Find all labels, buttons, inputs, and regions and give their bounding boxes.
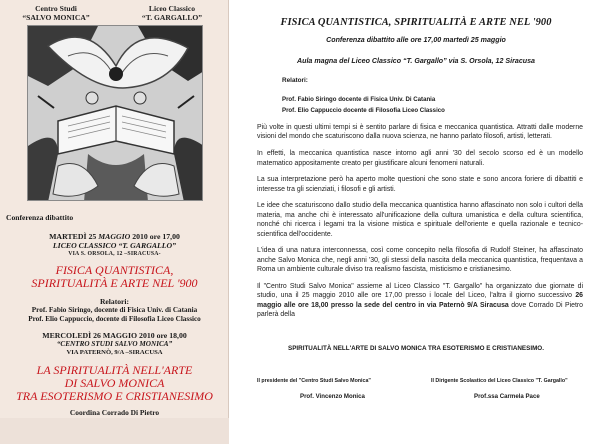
header-left-line1: Centro Studi xyxy=(35,4,77,13)
document-panel xyxy=(229,0,603,444)
flyer-footer-strip xyxy=(0,418,229,444)
title2-line1: LA SPIRITUALITÀ NELL'ARTE xyxy=(36,363,193,377)
date1-suffix: 2010 ore 17,00 xyxy=(130,232,180,241)
header-right-line1: Liceo Classico xyxy=(148,4,196,13)
signature-right-role: Il Dirigente Scolastico del Liceo Classico "T. Gargallo" xyxy=(431,378,568,384)
conference-type: Conferenza dibattito xyxy=(6,213,74,222)
document-subtitle-date: Conferenza dibattito alle ore 17,00 martedì 25 maggio xyxy=(326,36,506,44)
speaker-2: Prof. Elio Cappuccio, docente di Filosofia Liceo Classico xyxy=(28,315,201,323)
document-speakers-label: Relatori: xyxy=(282,77,308,84)
coordinator: Coordina Corrado Di Pietro xyxy=(69,408,160,417)
header-right-line2: “T. GARGALLO” xyxy=(141,13,203,22)
document-speaker-1: Prof. Fabio Siringo docente di Fisica Univ. Di Catania xyxy=(282,96,436,103)
signature-left-name: Prof. Vincenzo Monica xyxy=(300,393,365,400)
title2-line3: TRA ESOTERISMO E CRISTIANESIMO xyxy=(16,389,213,404)
signature-left-role: Il presidente del "Centro Studi Salvo Monica" xyxy=(257,378,371,384)
flyer-panel xyxy=(0,0,229,444)
document-title: FISICA QUANTISTICA, SPIRITUALITÀ E ARTE NEL '900 xyxy=(280,17,552,28)
document-speaker-2: Prof. Elio Cappuccio docente di Filosofia Liceo Classico xyxy=(282,107,445,114)
flyer-header-liceo xyxy=(120,4,224,22)
signature-right-name: Prof.ssa Carmela Pace xyxy=(474,393,540,400)
paragraph-1: Più volte in questi ultimi tempi si è sentito parlare di fisica e meccanica quantistica. Attratti dalle moderne visioni del mondo che scaturiscono dalla nuova scienza, ne hanno parlato filosofi, artisti, letterati. xyxy=(257,124,583,141)
document-body xyxy=(257,123,583,327)
title2-line2: DI SALVO MONICA xyxy=(64,376,165,391)
paragraph-3: La sua interpretazione però ha aperto molte questioni che sono state e sono ancora foriere di dibattiti e interesse tra gli scienziati, i filosofi e gli artisti. xyxy=(257,176,583,193)
title1-line2: SPIRITUALITÀ E ARTE NEL '900 xyxy=(31,276,198,290)
paragraph-6 xyxy=(257,282,583,320)
surreal-angel-book-artwork-icon xyxy=(28,26,203,201)
closing-statement: SPIRITUALITÀ NELL'ARTE DI SALVO MONICA TRA ESOTERISMO E CRISTIANESIMO. xyxy=(288,345,544,352)
artwork-image xyxy=(27,25,203,201)
paragraph-2: In effetti, la meccanica quantistica nasce intorno agli anni '30 del secolo scorso ed è un modello matematico appositamente creato per giustificare alcuni fenomeni naturali. xyxy=(257,150,583,167)
paragraph-6-part1: Il "Centro Studi Salvo Monica" assieme al Liceo Classico "T. Gargallo" ha organizzato due giornate di studio, una il 25 maggio 2010 alle ore 17,00 presso i locale del Liceo, l'altra il giorno successivo xyxy=(257,282,583,300)
paragraph-6-part2: dove Corrado Di Pietro parlerà della xyxy=(257,301,583,318)
header-left-line2: “SALVO MONICA” xyxy=(22,13,90,22)
first-event-date xyxy=(0,232,229,241)
paragraph-5: L'idea di una natura interconnessa, così come concepito nella filosofia di Rudolf Steiner, ha affascinato anche Salvo Monica che, negli anni '30, gli stessi della nascita della meccanica quantistica, frequentava a Roma un ambiente culturale diviso tra realismo fascista, misticismo e cristianesimo. xyxy=(257,247,583,274)
title1-line1: FISICA QUANTISTICA, xyxy=(55,263,174,277)
second-event-date: MERCOLEDÌ 26 MAGGIO 2010 ore 18,00 xyxy=(42,331,187,340)
first-event-address: VIA S. ORSOLA, 12 –SIRACUSA- xyxy=(68,251,161,257)
second-event-venue: “CENTRO STUDI SALVO MONICA” xyxy=(56,340,173,348)
date1-month: MAGGIO xyxy=(98,232,131,241)
flyer-header-centro-studi xyxy=(6,4,106,22)
first-event-venue: LICEO CLASSICO “T. GARGALLO” xyxy=(52,241,177,250)
second-event-address: VIA PATERNÒ, 9/A –SIRACUSA xyxy=(66,349,163,356)
speaker-1: Prof. Fabio Siringo, docente di Fisica Univ. di Catania xyxy=(31,306,198,314)
date1-prefix: MARTEDÌ 25 xyxy=(49,232,99,241)
second-event-title xyxy=(0,364,229,404)
paragraph-6-bold: 26 maggio alle ore 18,00 presso la sede del centro in via Paternò 9/A Siracusa xyxy=(257,292,583,309)
paragraph-4: Le idee che scaturiscono dallo studio della meccanica quantistica hanno affascinato non solo i cultori della materia, ma anche chi è interessato all'unificazione della cultura umanistica e della cultura scientifica, nonché chi ricerca i legami tra la visione mistica e spirituale dell'oriente e quella razionale e tecnico-scientifica dell'occidente. xyxy=(257,202,583,238)
speakers-label: Relatori: xyxy=(99,297,130,306)
first-event-title xyxy=(0,264,229,290)
document-subtitle-venue: Aula magna del Liceo Classico “T. Gargallo” via S. Orsola, 12 Siracusa xyxy=(297,57,535,65)
